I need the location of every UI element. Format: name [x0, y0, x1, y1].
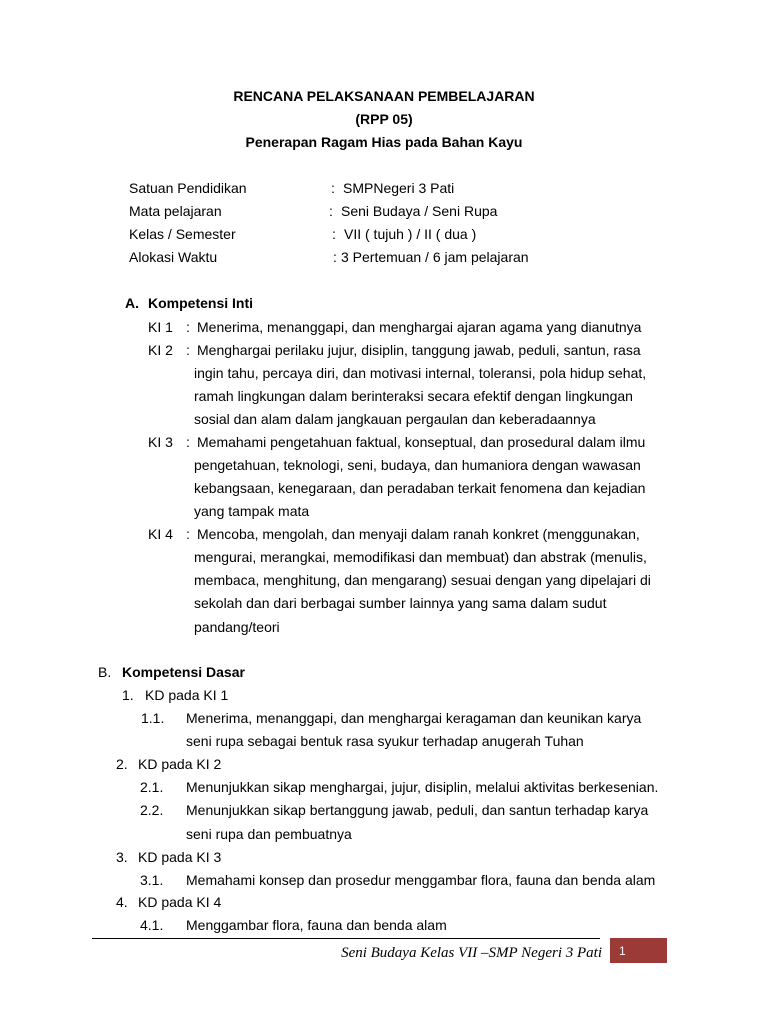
ki-text: sosial dan alam dalam jangkauan pergaulan dan keberadaannya [194, 411, 596, 427]
ki-text: pengetahuan, teknologi, seni, budaya, dan humaniora dengan wawasan [194, 457, 641, 473]
document-title: RENCANA PELAKSANAAN PEMBELAJARAN [233, 88, 535, 104]
kd-item-text: Menggambar flora, fauna dan benda alam [186, 917, 447, 933]
ki-code: KI 4 [148, 526, 173, 542]
identity-value: SMPNegeri 3 Pati [343, 180, 455, 196]
ki-text: Mencoba, mengolah, dan menyaji dalam ranah konkret (menggunakan, [197, 526, 640, 542]
identity-separator: : [329, 203, 333, 219]
identity-separator: : [332, 226, 336, 242]
kd-item-number: 2.1. [140, 779, 164, 795]
section-title: Kompetensi Dasar [122, 664, 245, 680]
identity-label: Satuan Pendidikan [129, 180, 247, 196]
kd-group-number: 1. [122, 687, 134, 703]
ki-separator: : [186, 342, 190, 358]
ki-text: membaca, menghitung, dan mengarang) sesuai dengan yang dipelajari di [194, 572, 651, 588]
kd-group-number: 4. [116, 894, 128, 910]
ki-code: KI 3 [148, 434, 173, 450]
kd-item-text: seni rupa sebagai bentuk rasa syukur terhadap anugerah Tuhan [186, 733, 584, 749]
kd-item-number: 4.1. [140, 917, 164, 933]
kd-group-title: KD pada KI 4 [138, 894, 222, 910]
document-code: (RPP 05) [355, 111, 413, 127]
kd-group-title: KD pada KI 1 [145, 687, 229, 703]
footer-text: Seni Budaya Kelas VII –SMP Negeri 3 Pati [341, 945, 602, 961]
ki-text: Menerima, menanggapi, dan menghargai ajaran agama yang dianutnya [197, 319, 642, 335]
kd-group-title: KD pada KI 3 [138, 849, 222, 865]
kd-item-number: 2.2. [140, 802, 164, 818]
identity-separator: : [331, 180, 335, 196]
ki-text: Memahami pengetahuan faktual, konseptual, dan prosedural dalam ilmu [197, 434, 646, 450]
page-number-box [610, 938, 667, 963]
identity-value: Seni Budaya / Seni Rupa [341, 203, 498, 219]
kd-item-number: 1.1. [141, 710, 165, 726]
identity-label: Mata pelajaran [129, 203, 222, 219]
page-number: 1 [619, 944, 626, 958]
kd-item-number: 3.1. [140, 872, 164, 888]
ki-separator: : [186, 319, 190, 335]
ki-text: pandang/teori [194, 619, 280, 635]
kd-group-number: 3. [116, 849, 128, 865]
section-title: Kompetensi Inti [148, 295, 254, 311]
ki-code: KI 2 [148, 342, 173, 358]
kd-group-number: 2. [116, 756, 128, 772]
identity-value: 3 Pertemuan / 6 jam pelajaran [341, 249, 529, 265]
identity-label: Kelas / Semester [129, 226, 236, 242]
identity-separator: : [333, 249, 337, 265]
kd-group-title: KD pada KI 2 [138, 756, 222, 772]
document-subtitle: Penerapan Ragam Hias pada Bahan Kayu [245, 134, 523, 150]
section-marker: A. [125, 295, 139, 311]
ki-separator: : [186, 434, 190, 450]
ki-text: sekolah dan dari berbagai sumber lainnya yang sama dalam sudut [194, 595, 607, 611]
ki-text: yang tampak mata [194, 503, 310, 519]
ki-text: ingin tahu, percaya diri, dan motivasi internal, toleransi, pola hidup sehat, [194, 365, 647, 381]
ki-text: kebangsaan, kenegaraan, dan peradaban terkait fenomena dan kejadian [194, 480, 646, 496]
kd-item-text: seni rupa dan pembuatnya [186, 826, 352, 842]
identity-value: VII ( tujuh ) / II ( dua ) [344, 226, 477, 242]
kd-item-text: Memahami konsep dan prosedur menggambar flora, fauna dan benda alam [186, 872, 656, 888]
footer-divider [92, 938, 600, 939]
ki-text: Menghargai perilaku jujur, disiplin, tanggung jawab, peduli, santun, rasa [197, 342, 641, 358]
ki-text: ramah lingkungan dalam berinteraksi secara efektif dengan lingkungan [194, 388, 633, 404]
section-marker: B. [98, 664, 112, 680]
kd-item-text: Menerima, menanggapi, dan menghargai keragaman dan keunikan karya [186, 710, 642, 726]
kd-item-text: Menunjukkan sikap menghargai, jujur, disiplin, melalui aktivitas berkesenian. [186, 779, 659, 795]
kd-item-text: Menunjukkan sikap bertanggung jawab, peduli, dan santun terhadap karya [186, 802, 649, 818]
ki-text: mengurai, merangkai, memodifikasi dan membuat) dan abstrak (menulis, [194, 549, 647, 565]
identity-label: Alokasi Waktu [129, 249, 218, 265]
ki-code: KI 1 [148, 319, 173, 335]
ki-separator: : [186, 526, 190, 542]
